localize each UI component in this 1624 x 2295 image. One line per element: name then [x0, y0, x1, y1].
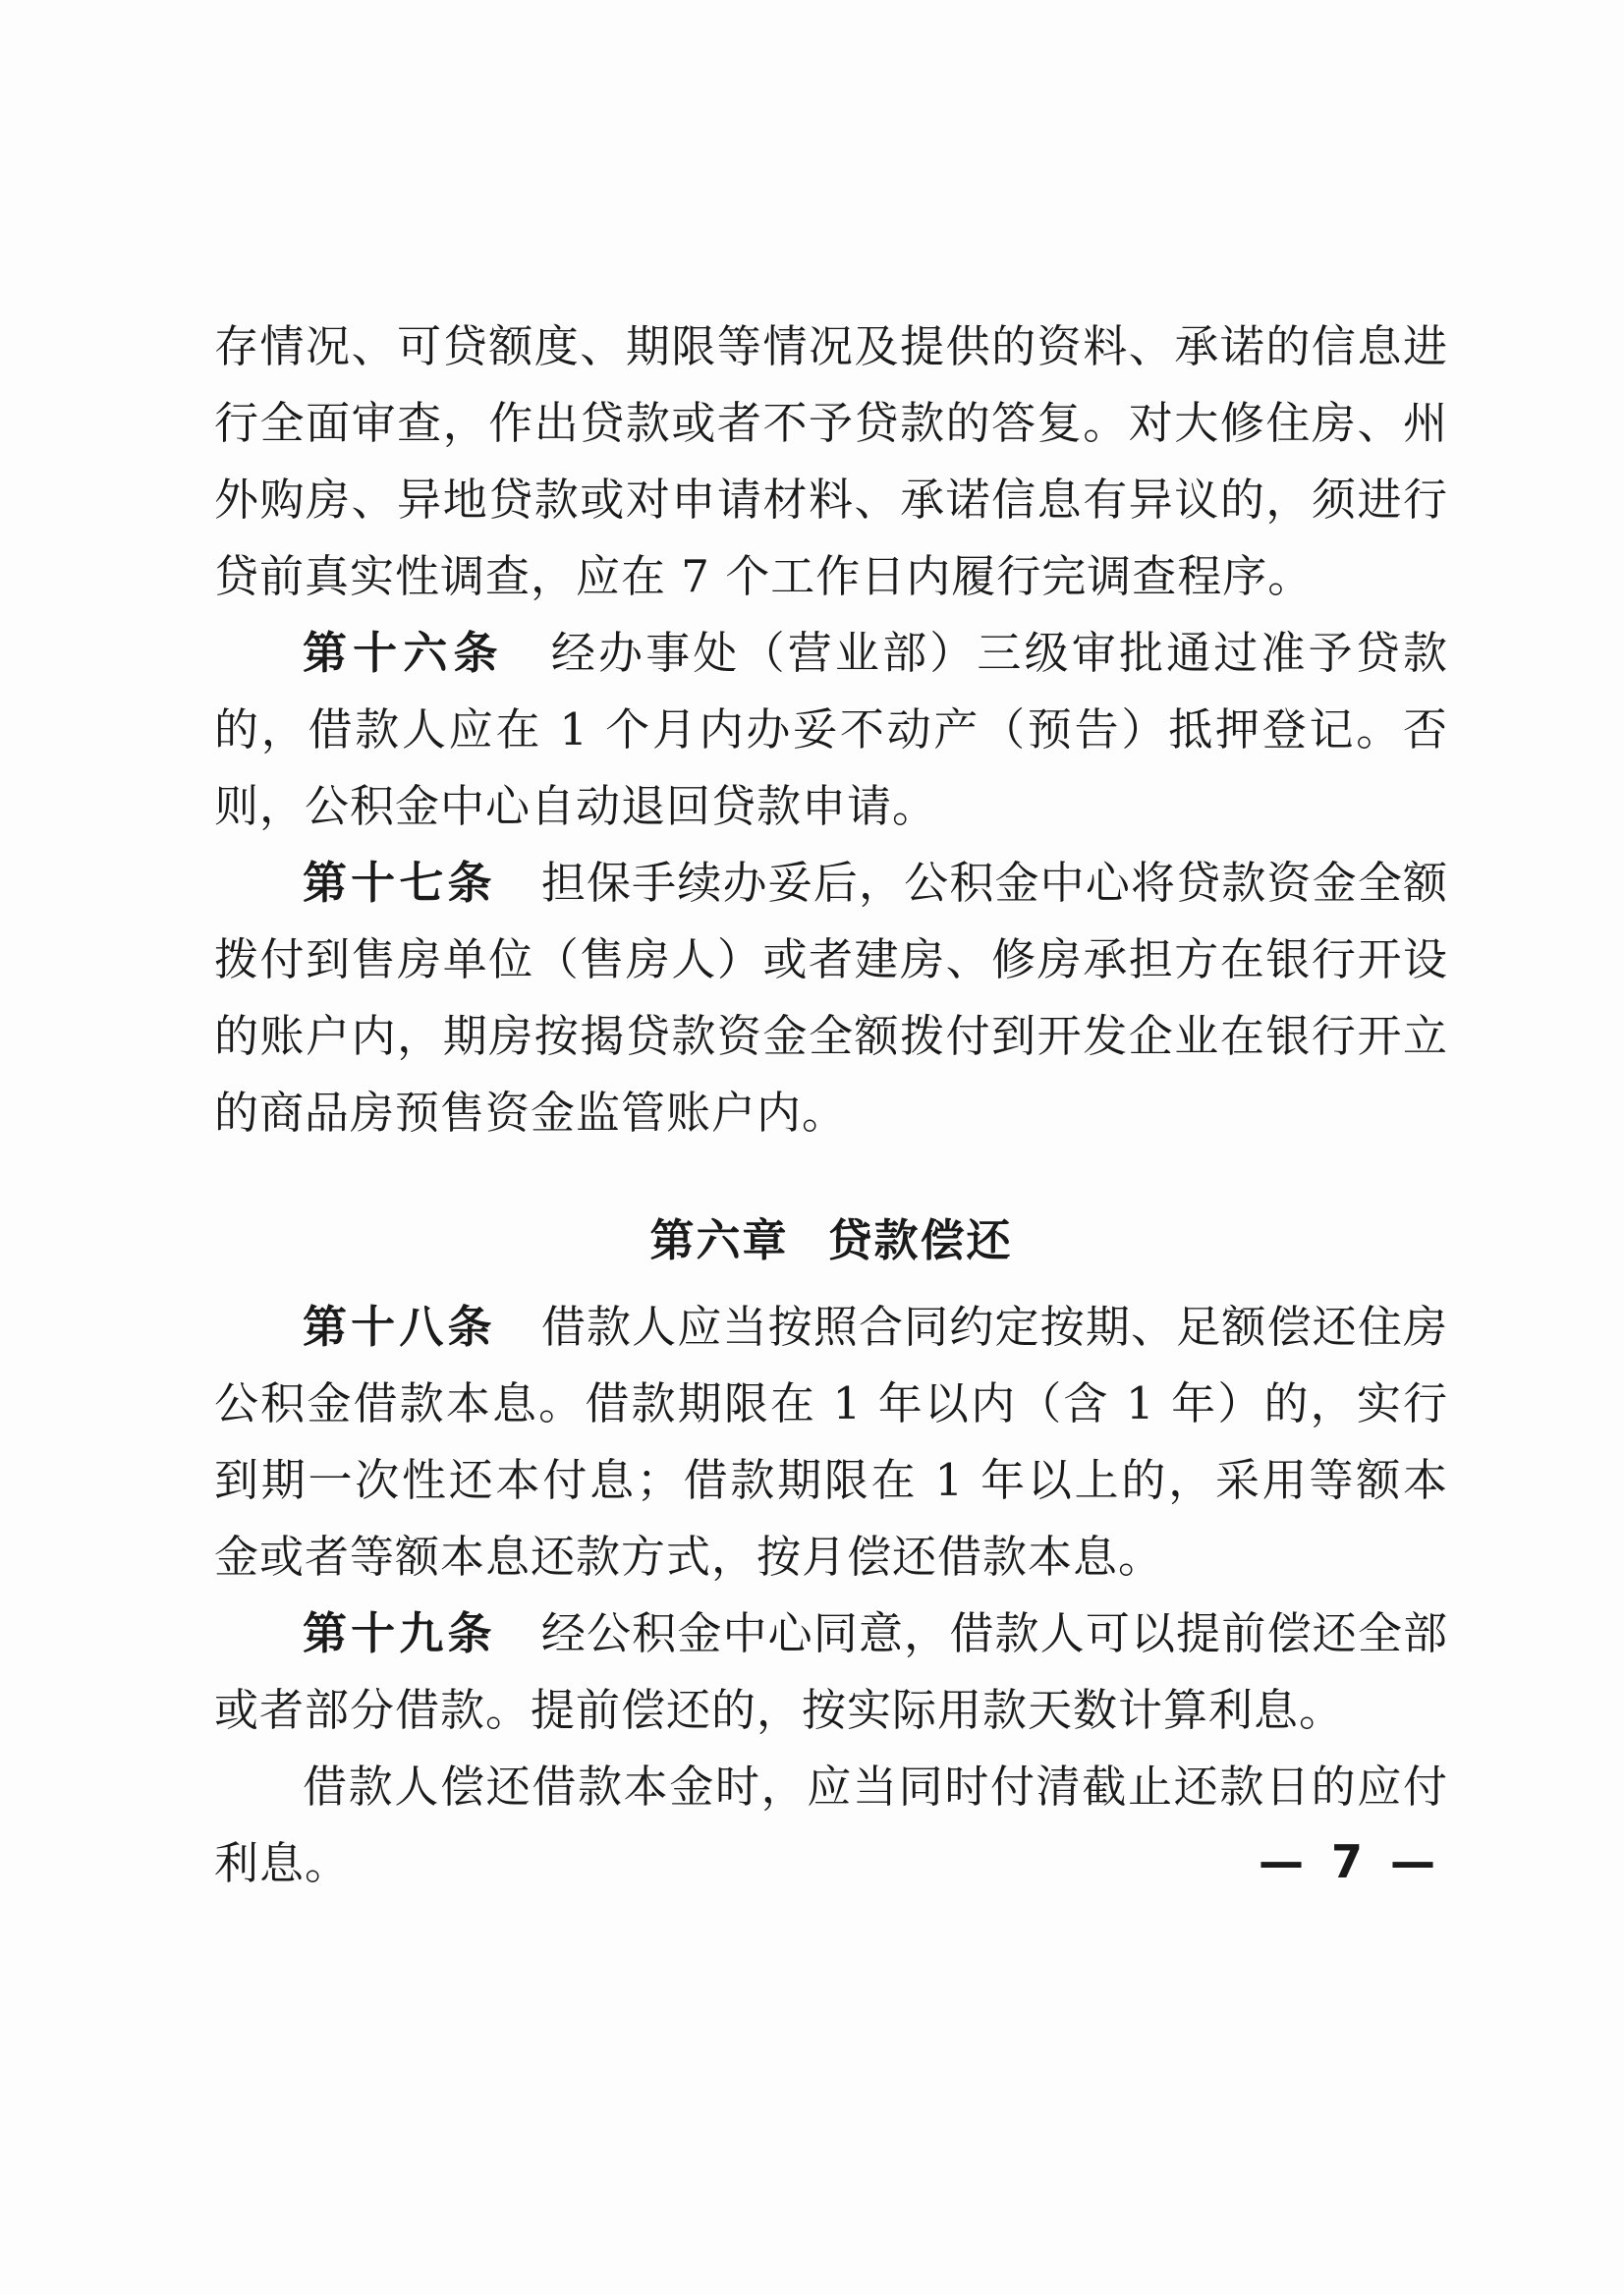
paragraph-repayment-interest: 借款人偿还借款本金时，应当同时付清截止还款日的应付利息。	[214, 1761, 1448, 1889]
article-19	[214, 1595, 1448, 1749]
article-16	[214, 615, 1448, 845]
article-17-text: 担保手续办妥后，公积金中心将贷款资金全额拨付到售房单位（售房人）或者建房、修房承担方在银行开设的账户内，期房按揭贷款资金全额拨付到开发企业在银行开立的商品房预售资金监管账户内。	[214, 857, 1448, 1139]
article-19-label: 第十九条	[303, 1607, 496, 1659]
chapter-title: 贷款偿还	[827, 1214, 1013, 1266]
article-16-text: 经办事处（营业部）三级审批通过准予贷款的，借款人应在 1 个月内办妥不动产（预告）抵押登记。否则，公积金中心自动退回贷款申请。	[214, 627, 1448, 832]
article-19-text: 经公积金中心同意，借款人可以提前偿还全部或者部分借款。提前偿还的，按实际用款天数计算利息。	[214, 1607, 1448, 1736]
paragraph-continuation: 存情况、可贷额度、期限等情况及提供的资料、承诺的信息进行全面审查，作出贷款或者不予贷款的答复。对大修住房、州外购房、异地贷款或对申请材料、承诺信息有异议的，须进行贷前真实性调查，应在 7 个工作日内履行完调查程序。	[214, 320, 1448, 602]
chapter-heading	[214, 1203, 1448, 1279]
article-18-label: 第十八条	[303, 1301, 496, 1353]
page-number: — 7 —	[1258, 1835, 1441, 1888]
article-17-label: 第十七条	[303, 857, 496, 909]
article-17	[214, 845, 1448, 1151]
chapter-number: 第六章	[649, 1214, 789, 1266]
article-18	[214, 1289, 1448, 1595]
body-text	[214, 308, 1448, 1902]
article-18-text: 借款人应当按照合同约定按期、足额偿还住房公积金借款本息。借款期限在 1 年以内（含 1 年）的，实行到期一次性还本付息；借款期限在 1 年以上的，采用等额本金或者等额本息还款方式，按月偿还借款本息。	[214, 1301, 1448, 1583]
article-16-label: 第十六条	[303, 627, 504, 679]
